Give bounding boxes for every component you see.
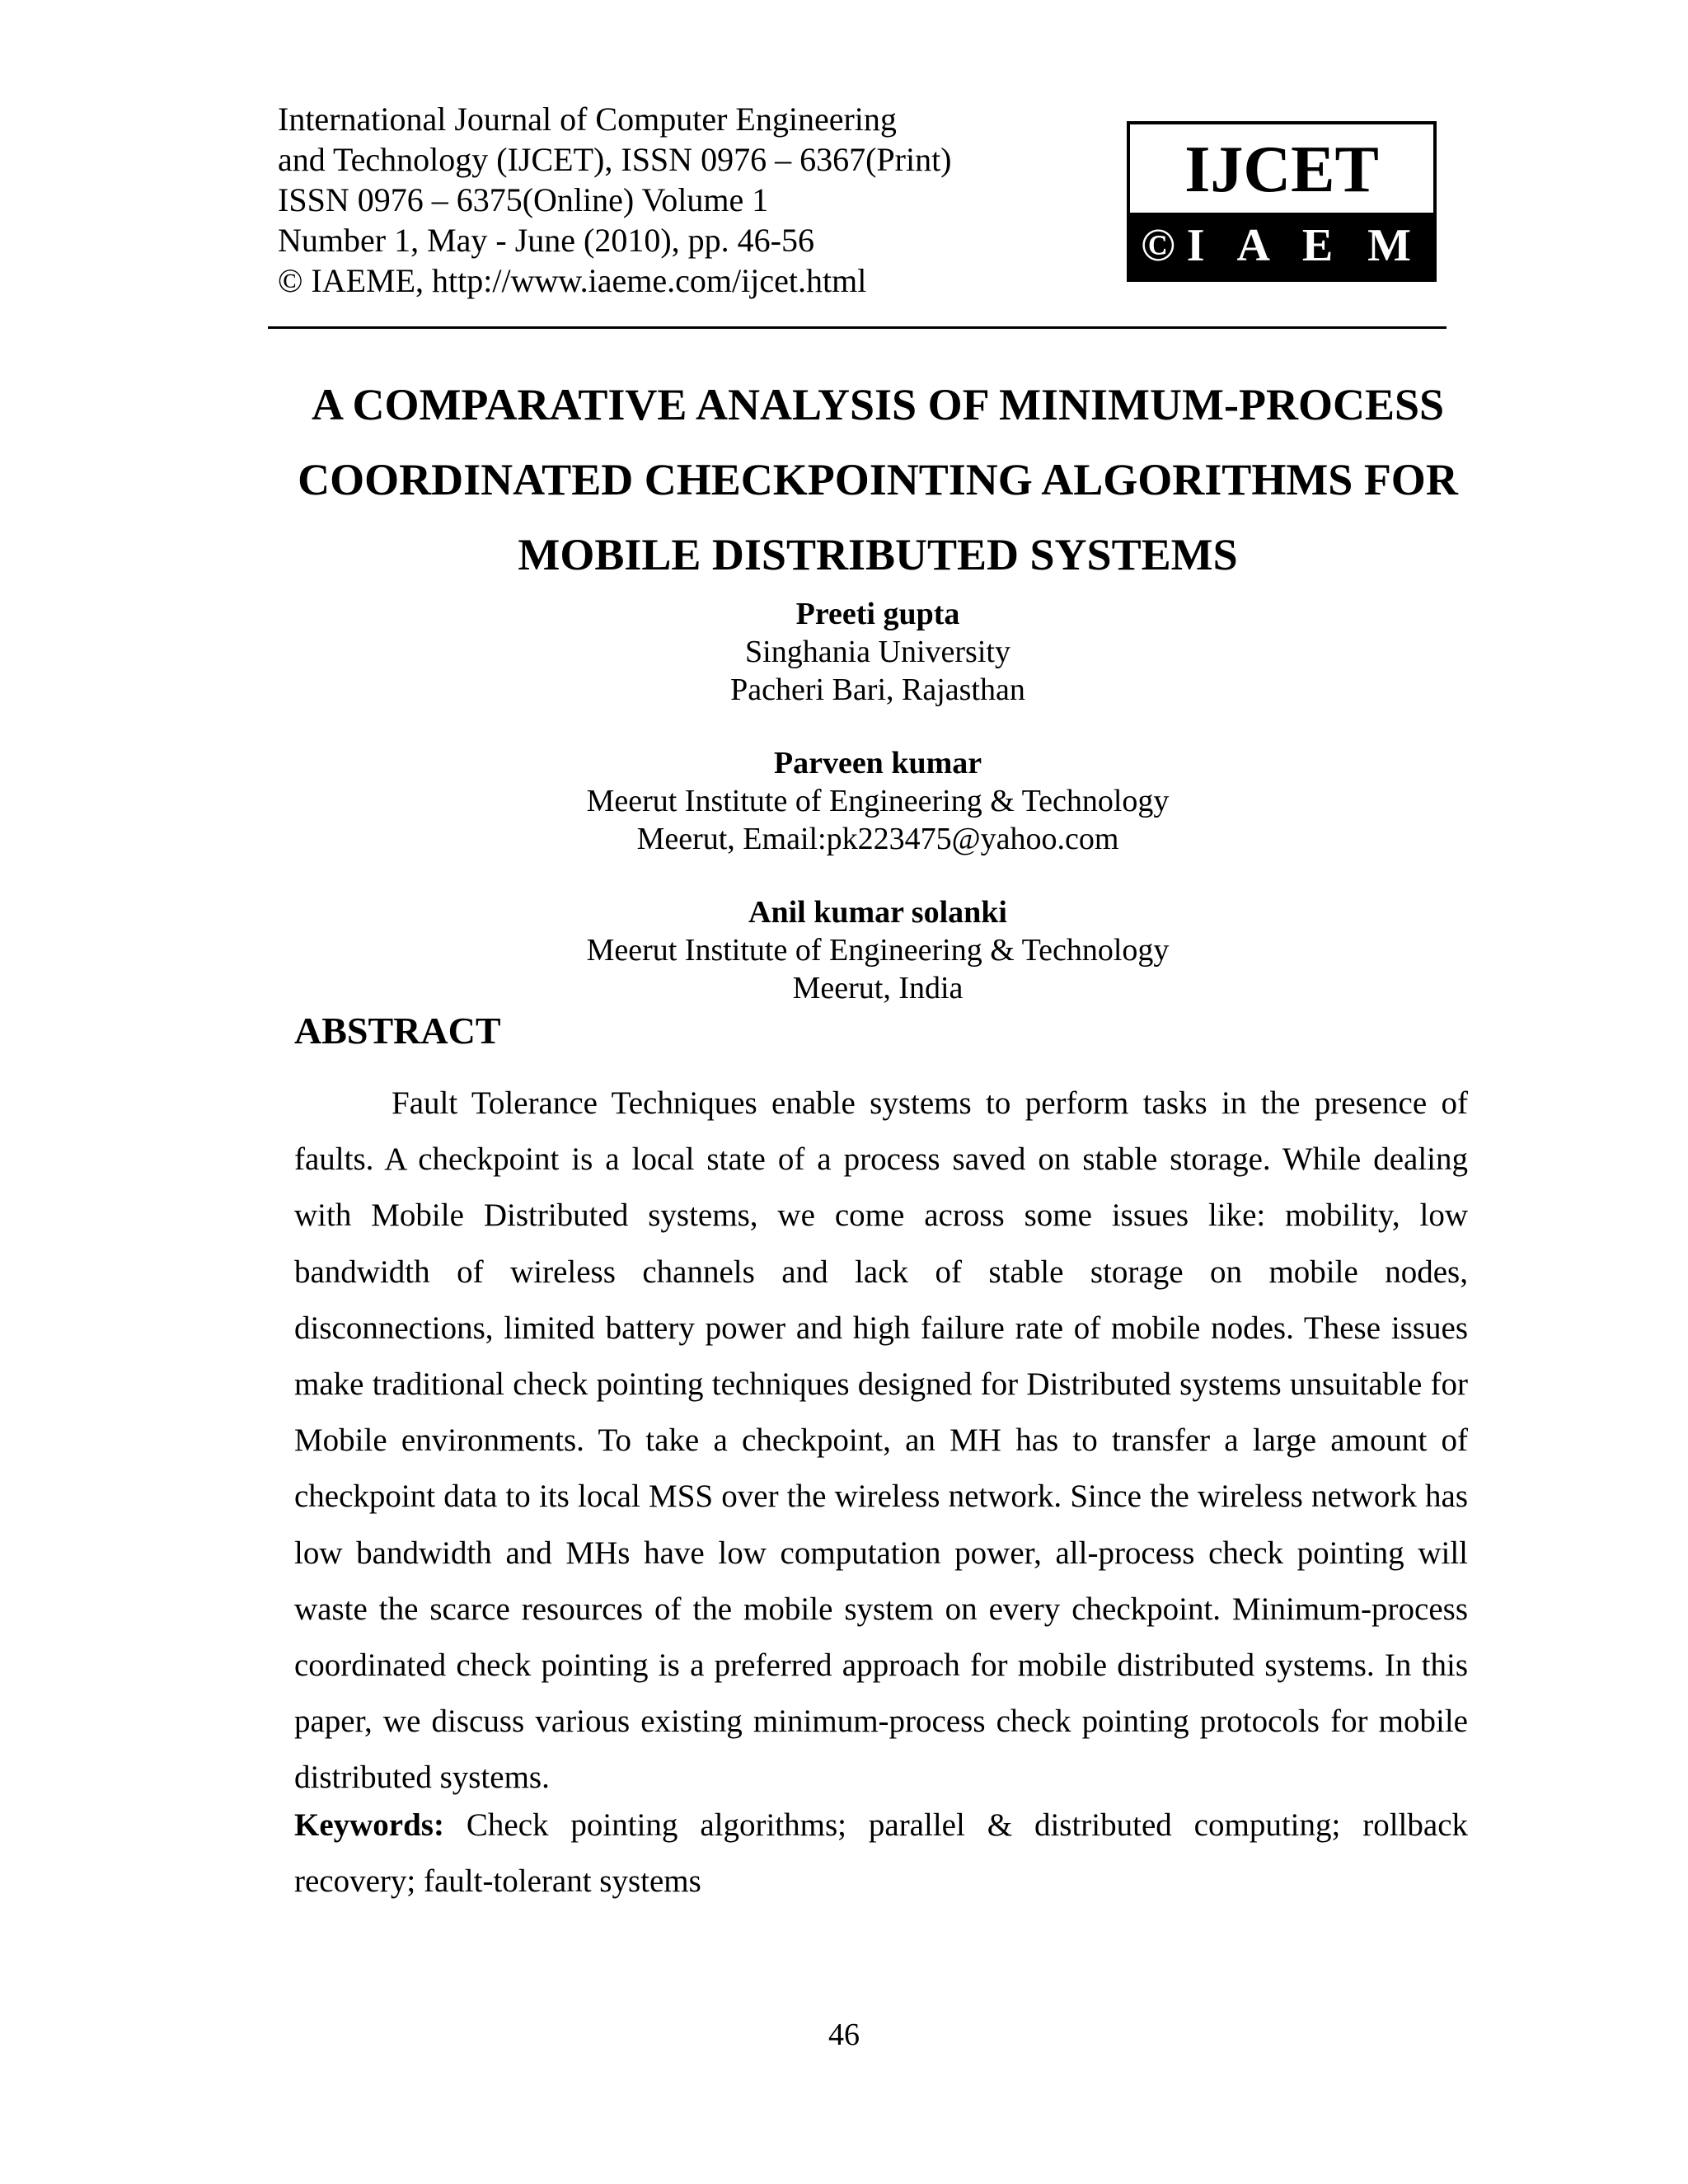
author-name: Anil kumar solanki: [748, 895, 1007, 930]
author-affiliation: Meerut Institute of Engineering & Technology: [586, 784, 1170, 818]
page-number: 46: [828, 2018, 860, 2052]
author-location: Meerut, India: [792, 971, 964, 1005]
journal-logo: [1127, 121, 1437, 337]
author-affiliation: Singhania University: [745, 635, 1010, 669]
journal-info-line: and Technology (IJCET), ISSN 0976 – 6367(Print): [278, 141, 952, 178]
keywords-text: Check pointing algorithms; parallel & distributed computing; rollback recovery; fault-tolerant systems: [294, 1807, 1469, 1899]
author-block: [272, 893, 1484, 1007]
author-block: [272, 595, 1484, 709]
title-line: A COMPARATIVE ANALYSIS OF MINIMUM-PROCESS: [311, 380, 1445, 429]
author-affiliation: Meerut Institute of Engineering & Technology: [586, 933, 1170, 968]
author-block: [272, 744, 1484, 858]
paper-title: [272, 368, 1484, 593]
author-location: Pacheri Bari, Rajasthan: [730, 673, 1025, 707]
keywords: [294, 1797, 1468, 1910]
author-name: Parveen kumar: [773, 746, 982, 780]
title-line: MOBILE DISTRIBUTED SYSTEMS: [518, 530, 1238, 579]
keywords-label: Keywords:: [294, 1807, 444, 1843]
header-divider: [268, 326, 1447, 329]
abstract-text: Fault Tolerance Techniques enable systems to perform tasks in the presence of faults. A checkpoint is a local state of a process saved on stable storage. While dealing with Mobile Distributed systems, we come across some issues like: mobility, low bandwidth of wireless channels and lack of stable storage on mobile nodes, disconnections, limited battery power and high failure rate of mobile nodes. These issues make traditional check pointing techniques designed for Distributed systems unsuitable for Mobile environments. To take a checkpoint, an MH has to transfer a large amount of checkpoint data to its local MSS over the wireless network. Since the wireless network has low bandwidth and MHs have low computation power, all-process check pointing will waste the scarce resources of the mobile system on every checkpoint. Minimum-process coordinated check pointing is a preferred approach for mobile distributed systems. In this paper, we discuss various existing minimum-process check pointing protocols for mobile distributed systems.: [294, 1085, 1468, 1796]
journal-info-line: International Journal of Computer Engineering: [278, 101, 897, 138]
title-line: COORDINATED CHECKPOINTING ALGORITHMS FOR: [298, 455, 1458, 504]
journal-info-line: ISSN 0976 – 6375(Online) Volume 1: [278, 181, 769, 218]
author-list: [272, 595, 1484, 1043]
journal-info: [278, 99, 1020, 301]
author-name: Preeti gupta: [795, 597, 960, 631]
journal-info-line: © IAEME, http://www.iaeme.com/ijcet.html: [278, 262, 867, 299]
logo-subtitle: ©I A E M E: [1130, 213, 1433, 279]
abstract-heading: ABSTRACT: [294, 1010, 501, 1052]
author-location: Meerut, Email:pk223475@yahoo.com: [636, 822, 1119, 856]
journal-info-line: Number 1, May - June (2010), pp. 46-56: [278, 222, 814, 259]
logo-title: IJCET: [1184, 134, 1379, 206]
